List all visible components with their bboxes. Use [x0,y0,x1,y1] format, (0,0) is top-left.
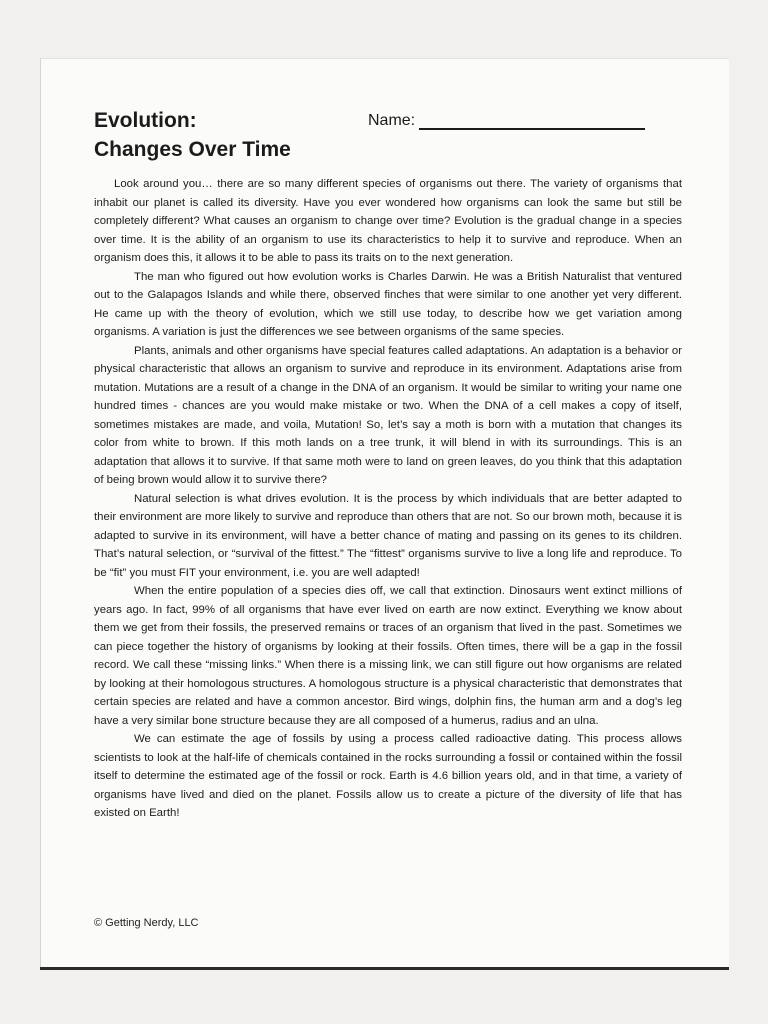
paragraph-diversity: Look around you… there are so many different species of organisms out there. The variety of organisms that inhabit our planet is called its diversity. Have you ever wondered how organisms can look the same but still be completely different? What causes an organism to change over time? Evolution is the gradual change in a species over time. It is the ability of an organism to use its characteristics to help it to survive and reproduce. When an organism does this, it allows it to be able to pass its traits on to the next generation. [94,178,682,264]
copyright-footer: © Getting Nerdy, LLC [94,917,199,929]
paragraph-natural-selection: Natural selection is what drives evolution. It is the process by which individuals that are better adapted to their environment are more likely to survive and reproduce than others that are not. So our brown moth, because it is adapted to survive in its environment, will have a better chance of mating and passing on its genes to its children. That’s natural selection, or “survival of the fittest.” The “fittest” organisms survive to live a long life and reproduce. To be “fit” you must FIT your environment, i.e. you are well adapted! [94,492,682,579]
title-line-2: Changes Over Time [94,138,291,161]
name-field [368,112,645,130]
name-label: Name: [368,112,416,129]
paragraph-radioactive-dating: We can estimate the age of fossils by using a process called radioactive dating. This process allows scientists to look at the half-life of chemicals contained in the rocks surrounding a fossil or contained within the fossil itself to determine the estimated age of the fossil or rock. Earth is 4.6 billion years old, and in that time, a variety of organisms have lived and died on the planet. Fossils allow us to create a picture of the diversity of life that has existed on Earth! [94,733,682,819]
paragraph-adaptations: Plants, animals and other organisms have special features called adaptations. An adaptation is a behavior or physical characteristic that allows an organism to survive and reproduce in its environment. Adaptations arise from mutation. Mutations are a result of a change in the DNA of an organism. It would be similar to writing your name one hundred times - chances are you would make mistake or two. When the DNA of a cell makes a copy of itself, sometimes mistakes are made, and voila, Mutation! So, let’s say a moth is born with a mutation that changes its color from white to brown. If this moth lands on a tree trunk, it will blend in with its surroundings. This is an adaptation that allows it to survive. If that same moth were to land on green leaves, do you think that this adaptation of being brown would allow it to survive there? [94,344,682,486]
name-blank-line [419,112,645,130]
paragraph-darwin: The man who figured out how evolution works is Charles Darwin. He was a British Naturalist that ventured out to the Galapagos Islands and while there, observed finches that were similar to one another yet very different. He came up with the theory of evolution, which we still use today, to describe how we get variation among organisms. A variation is just the differences we see between organisms of the same species. [94,270,682,338]
title-line-1: Evolution: [94,109,197,132]
paragraph-extinction: When the entire population of a species dies off, we call that extinction. Dinosaurs went extinct millions of years ago. In fact, 99% of all organisms that have ever lived on earth are now extinct. Everything we know about them we get from their fossils, the preserved remains or traces of an organism that lived in the past. Sometimes we can piece together the history of organisms by looking at their fossils. Often times, there will be a gap in the fossil record. We call these “missing links.” When there is a missing link, we can still figure out how organisms are related by looking at their homologous structures. A homologous structure is a physical characteristic that demonstrates that certain species are related and have a common ancestor. Bird wings, dolphin fins, the human arm and a dog’s leg have a very similar bone structure because they are all composed of a humerus, radius and an ulna. [94,585,682,727]
worksheet-title [94,106,291,164]
article-body [94,175,682,823]
